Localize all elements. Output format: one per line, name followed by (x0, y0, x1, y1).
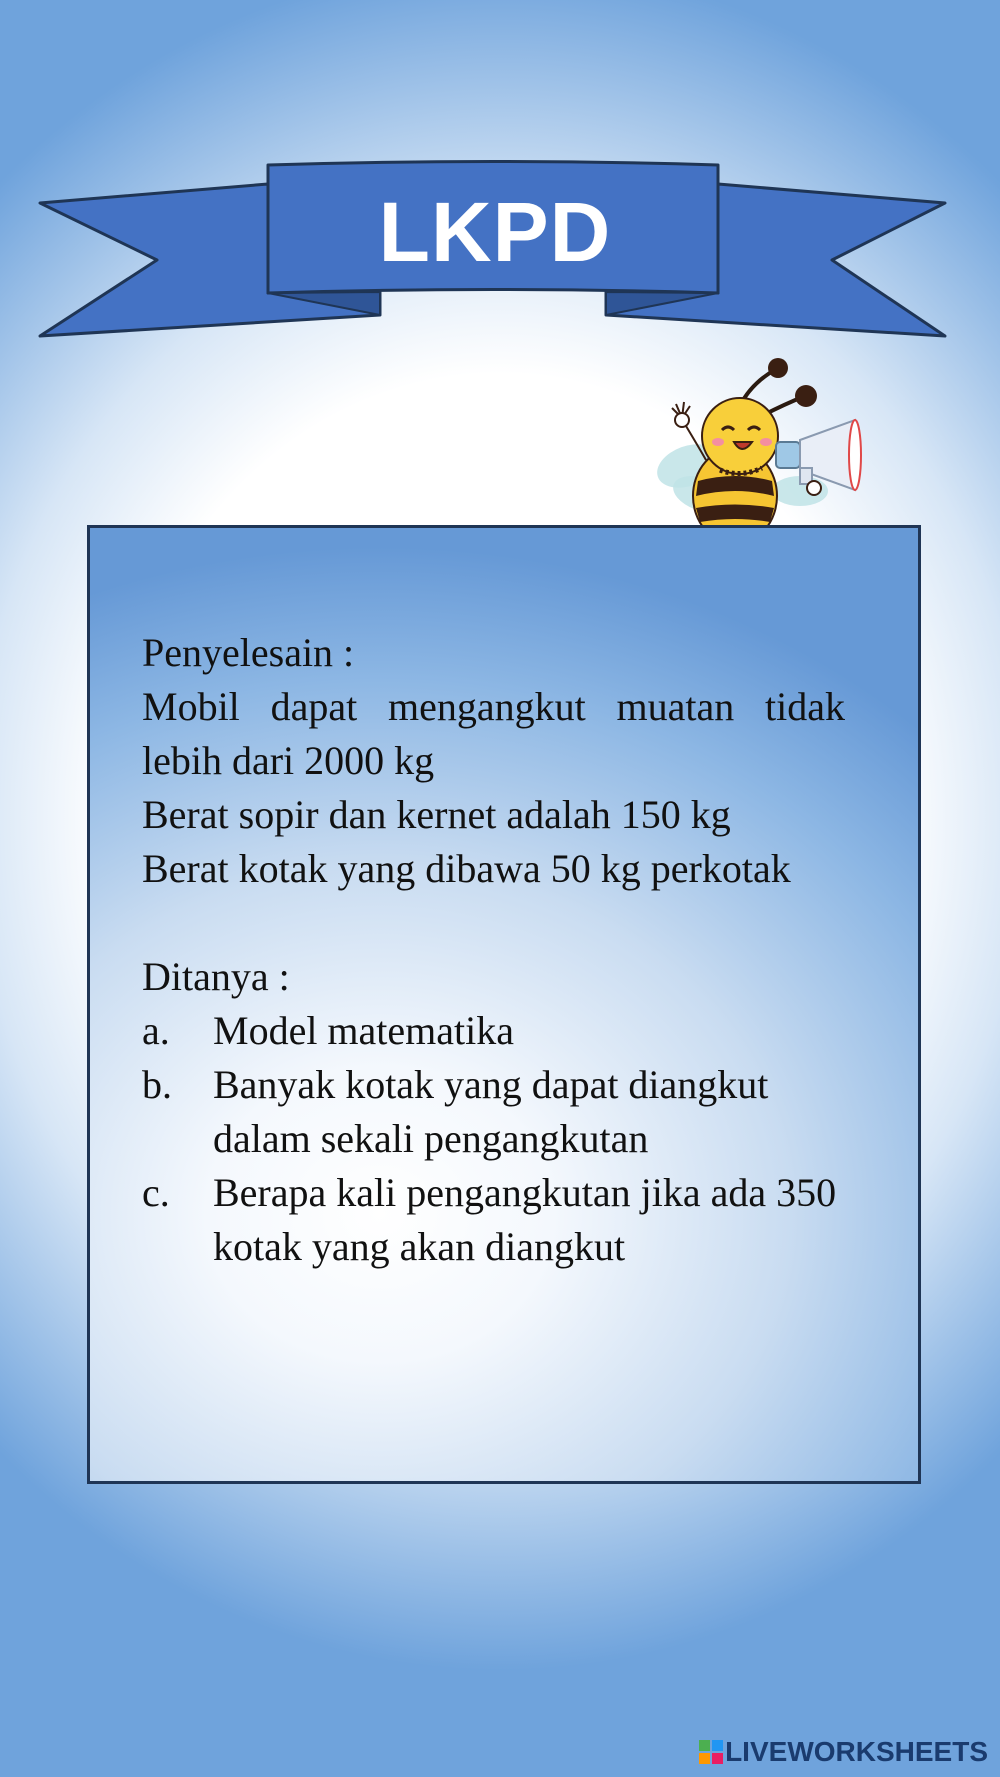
question-text: Berapa kali pengangkutan jika ada 350 kotak yang akan diangkut (213, 1170, 837, 1269)
question-marker: c. (142, 1170, 170, 1215)
question-item (142, 1004, 845, 1058)
question-text: Banyak kotak yang dapat diangkut dalam sekali pengangkutan (213, 1062, 769, 1161)
statement-crew-weight: Berat sopir dan kernet adalah 150 kg (142, 792, 731, 837)
liveworksheets-logo-icon (699, 1740, 723, 1764)
banner-title: LKPD (378, 185, 612, 279)
statement-capacity: Mobil dapat mengangkut muatan tidak lebih dari 2000 kg (142, 684, 845, 783)
question-marker: a. (142, 1008, 170, 1053)
solution-content (142, 626, 845, 1274)
question-heading: Ditanya : (142, 954, 290, 999)
liveworksheets-logo-text: LIVEWORKSHEETS (725, 1736, 988, 1767)
statement-box-weight: Berat kotak yang dibawa 50 kg perkotak (142, 846, 791, 891)
question-text: Model matematika (213, 1008, 515, 1053)
question-item (142, 1166, 845, 1274)
liveworksheets-logo[interactable] (699, 1736, 988, 1768)
question-marker: b. (142, 1062, 172, 1107)
question-item (142, 1058, 845, 1166)
solution-heading: Penyelesain : (142, 630, 355, 675)
spacer (142, 896, 845, 950)
